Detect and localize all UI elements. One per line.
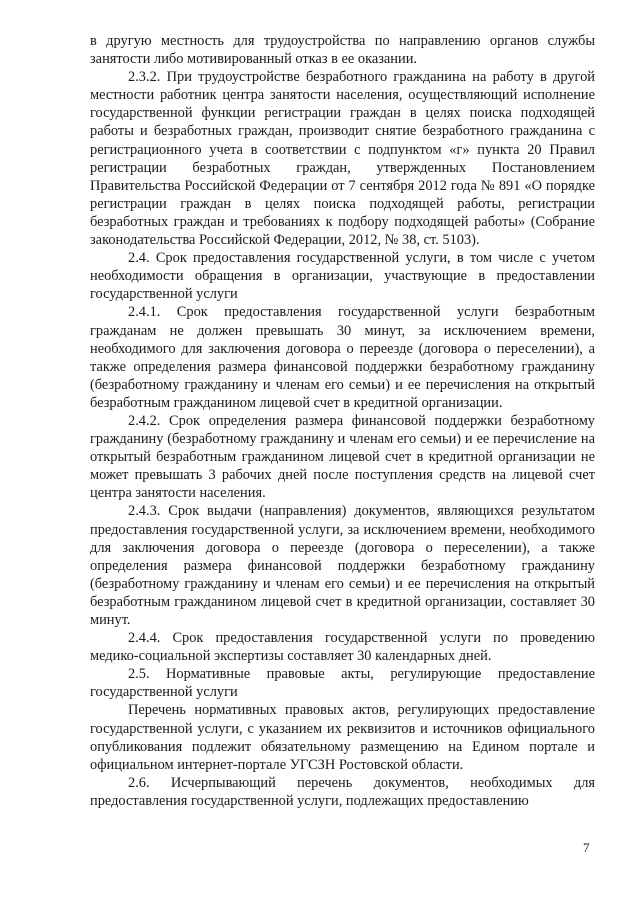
paragraph-2-4-1: 2.4.1. Срок предоставления государственной услуги безработным гражданам не должен превышать 30 минут, за исключением времени, необходимого для заключения договора о переезде (договора о переселении), а также определения размера финансовой поддержки безработному гражданину (безработному гражданину и членам его семьи) и ее перечисления на открытый безработным гражданином лицевой счет в кредитной организации. xyxy=(90,304,595,411)
paragraph-continuation: в другую местность для трудоустройства по направлению органов службы занятости либо мотивированный отказ в ее оказании. xyxy=(90,33,595,68)
paragraph-2-4-2: 2.4.2. Срок определения размера финансовой поддержки безработному гражданину (безработному гражданину и членам его семьи) и ее перечисление на открытый безработным гражданином лицевой счет в кредитной организации не может превышать 3 рабочих дней после поступления средств на лицевой счет центра занятости населения. xyxy=(90,412,595,502)
paragraph-2-5-heading: 2.5. Нормативные правовые акты, регулирующие предоставление государственной услуги xyxy=(90,666,595,701)
page-number: 7 xyxy=(583,840,590,855)
paragraph-2-4-3: 2.4.3. Срок выдачи (направления) документов, являющихся результатом предоставления государственной услуги, за исключением времени, необходимого для заключения договора о переезде (договора о переселении), а также определения размера финансовой поддержки безработному гражданину (безработному гражданину и членам его семьи) и ее перечисления на открытый безработным гражданином лицевой счет в кредитной организации, составляет 30 минут. xyxy=(90,503,595,628)
document-page xyxy=(90,32,595,810)
paragraph-2-6: 2.6. Исчерпывающий перечень документов, необходимых для предоставления государственной услуги, подлежащих предоставлению xyxy=(90,774,595,809)
paragraph-2-4-heading: 2.4. Срок предоставления государственной услуги, в том числе с учетом необходимости обращения в организации, участвующие в предоставлении государственной услуги xyxy=(90,250,595,303)
paragraph-2-3-2: 2.3.2. При трудоустройстве безработного гражданина на работу в другой местности работник центра занятости населения, осуществляющий исполнение государственной функции регистрации граждан в целях поиска подходящей работы и безработных граждан, производит снятие безработного гражданина с регистрационного учета в соответствии с подпунктом «г» пункта 20 Правил регистрации безработных граждан, утвержденных Постановлением Правительства Российской Федерации от 7 сентября 2012 года № 891 «О порядке регистрации граждан в целях поиска подходящей работы, регистрации безработных граждан и требованиях к подбору подходящей работы» (Собрание законодательства Российской Федерации, 2012, № 38, ст. 5103). xyxy=(90,69,595,249)
paragraph-2-4-4: 2.4.4. Срок предоставления государственной услуги по проведению медико-социальной экспертизы составляет 30 календарных дней. xyxy=(90,630,595,665)
paragraph-2-5-body: Перечень нормативных правовых актов, регулирующих предоставление государственной услуги, с указанием их реквизитов и источников официального опубликования подлежит обязательному размещению на Едином портале и официальном интернет-портале УГСЗН Ростовской области. xyxy=(90,702,595,773)
